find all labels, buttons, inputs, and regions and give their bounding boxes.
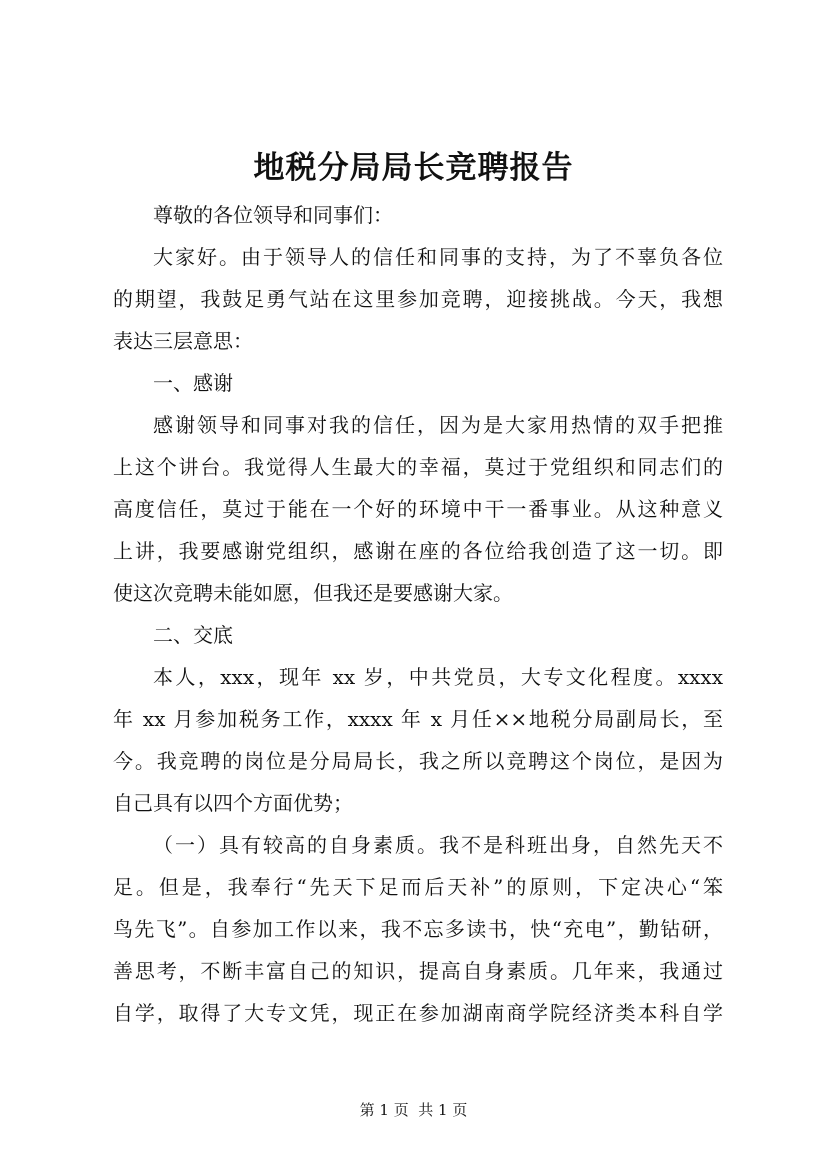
- section-heading: 一、感谢: [153, 371, 233, 395]
- paragraph-line: 今。我竞聘的岗位是分局局长，我之所以竞聘这个岗位，是因为: [113, 749, 723, 773]
- paragraph-line: 感谢领导和同事对我的信任，因为是大家用热情的双手把推: [153, 413, 723, 437]
- paragraph-line: 大家好。由于领导人的信任和同事的支持，为了不辜负各位: [153, 245, 723, 269]
- salutation-line: 尊敬的各位领导和同事们：: [153, 203, 393, 227]
- paragraph-line: 足。但是，我奉行“先天下足而后天补”的原则，下定决心“笨: [113, 875, 723, 899]
- paragraph-line: 年 xx 月参加税务工作，xxxx 年 x 月任××地税分局副局长，至: [113, 707, 723, 731]
- paragraph-line: 鸟先飞”。自参加工作以来，我不忘多读书，快“充电”，勤钻研，: [113, 917, 723, 941]
- paragraph-line: 善思考，不断丰富自己的知识，提高自身素质。几年来，我通过: [113, 959, 723, 983]
- paragraph-line: 高度信任，莫过于能在一个好的环境中干一番事业。从这种意义: [113, 497, 723, 521]
- document-body: [113, 194, 723, 1034]
- document-title: 地税分局局长竞聘报告: [253, 150, 574, 186]
- paragraph-line: 本人，xxx，现年 xx 岁，中共党员，大专文化程度。xxxx: [153, 665, 723, 689]
- section-heading: 二、交底: [153, 623, 233, 647]
- paragraph-line: 使这次竞聘未能如愿，但我还是要感谢大家。: [113, 581, 513, 605]
- paragraph-line: 的期望，我鼓足勇气站在这里参加竞聘，迎接挑战。今天，我想: [113, 287, 723, 311]
- paragraph-line: 自学，取得了大专文凭，现正在参加湖南商学院经济类本科自学: [113, 1001, 723, 1025]
- paragraph-line: 上讲，我要感谢党组织，感谢在座的各位给我创造了这一切。即: [113, 539, 723, 563]
- paragraph-line: （一）具有较高的自身素质。我不是科班出身，自然先天不: [153, 833, 723, 857]
- page-number-footer: 第 1 页 共 1 页: [359, 1101, 468, 1119]
- paragraph-line: 表达三层意思：: [113, 329, 253, 353]
- paragraph-line: 上这个讲台。我觉得人生最大的幸福，莫过于党组织和同志们的: [113, 455, 723, 479]
- paragraph-line: 自己具有以四个方面优势；: [113, 791, 353, 815]
